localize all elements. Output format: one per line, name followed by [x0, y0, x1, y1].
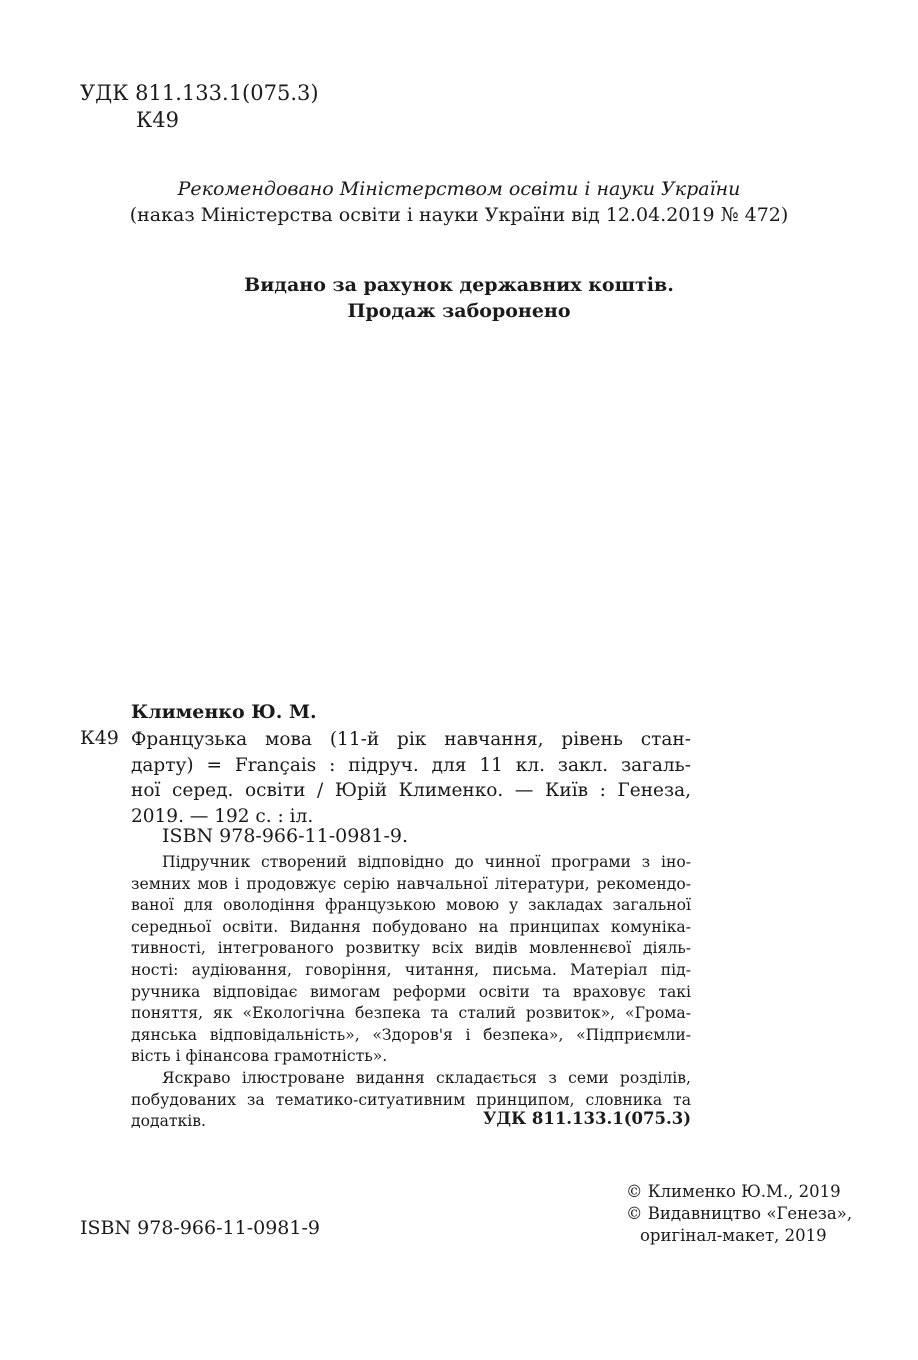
bibliography-line: ної серед. освіти / Юрій Клименко. — Київ : Генеза, [131, 780, 691, 801]
bibliography-code: К49 [80, 727, 119, 749]
bibliography-description [131, 727, 691, 829]
copyright-layout: оригінал-макет, 2019 [640, 1226, 827, 1245]
footer-isbn: ISBN 978-966-11-0981-9 [80, 1217, 320, 1239]
recommendation-block [0, 176, 918, 228]
bibliography-line: дарту) = Français : підруч. для 11 кл. закл. загаль- [131, 754, 691, 776]
funding-notice [0, 272, 918, 324]
udk-header [80, 80, 319, 134]
udk-code: УДК 811.133.1(075.3) [80, 81, 319, 105]
copyright-publisher: © Видавництво «Генеза», [626, 1204, 853, 1223]
abstract-line: ності: аудіювання, говоріння, читання, письма. Матеріал під- [131, 960, 691, 979]
abstract-line: додатків. [131, 1112, 206, 1131]
recommendation-line: Рекомендовано Міністерством освіти і науки України [177, 178, 741, 200]
abstract-line: поняття, як «Екологічна безпека та сталий розвиток», «Грома- [131, 1004, 691, 1023]
abstract-line: тивності, інтегрованого розвитку всіх видів мовленнєвої діяль- [131, 939, 691, 958]
abstract-line: ручника відповідає вимогам реформи освіти та враховує такі [131, 982, 691, 1001]
author-sign-code: К49 [136, 108, 179, 132]
sale-prohibited-line: Продаж заборонено [347, 300, 571, 322]
abstract-text [131, 852, 691, 1133]
abstract-line: Підручник створений відповідно до чинної програми з іно- [162, 853, 691, 871]
bibliography-author: Клименко Ю. М. [131, 701, 317, 723]
abstract-line: земних мов і продовжує серію навчальної літератури, рекомендо- [131, 874, 691, 893]
abstract-udk: УДК 811.133.1(075.3) [483, 1109, 691, 1128]
abstract-line: ваної для оволодіння французькою мовою у закладах загальної [131, 896, 691, 915]
funding-line: Видано за рахунок державних коштів. [244, 274, 674, 296]
abstract-line: середньої освіти. Видання побудовано на принципах комуніка- [131, 917, 691, 936]
order-reference-line: (наказ Міністерства освіти і науки України від 12.04.2019 № 472) [129, 204, 789, 226]
abstract-line: вість і фінансова грамотність». [131, 1047, 388, 1066]
bibliography-isbn: ISBN 978-966-11-0981-9. [162, 825, 409, 847]
copyright-block [626, 1181, 852, 1247]
copyright-author: © Клименко Ю.М., 2019 [626, 1182, 841, 1201]
abstract-line: Яскраво ілюстроване видання складається з семи розділів, [162, 1068, 691, 1087]
bibliography-line: Французька мова (11-й рік навчання, рівень стан- [131, 729, 691, 750]
bibliography-line: 2019. — 192 с. : іл. [131, 805, 314, 827]
abstract-line: дянська відповідальність», «Здоров'я і безпека», «Підприємли- [131, 1025, 691, 1044]
abstract-line: побудованих за тематико-ситуативним принципом, словника та [131, 1090, 691, 1109]
